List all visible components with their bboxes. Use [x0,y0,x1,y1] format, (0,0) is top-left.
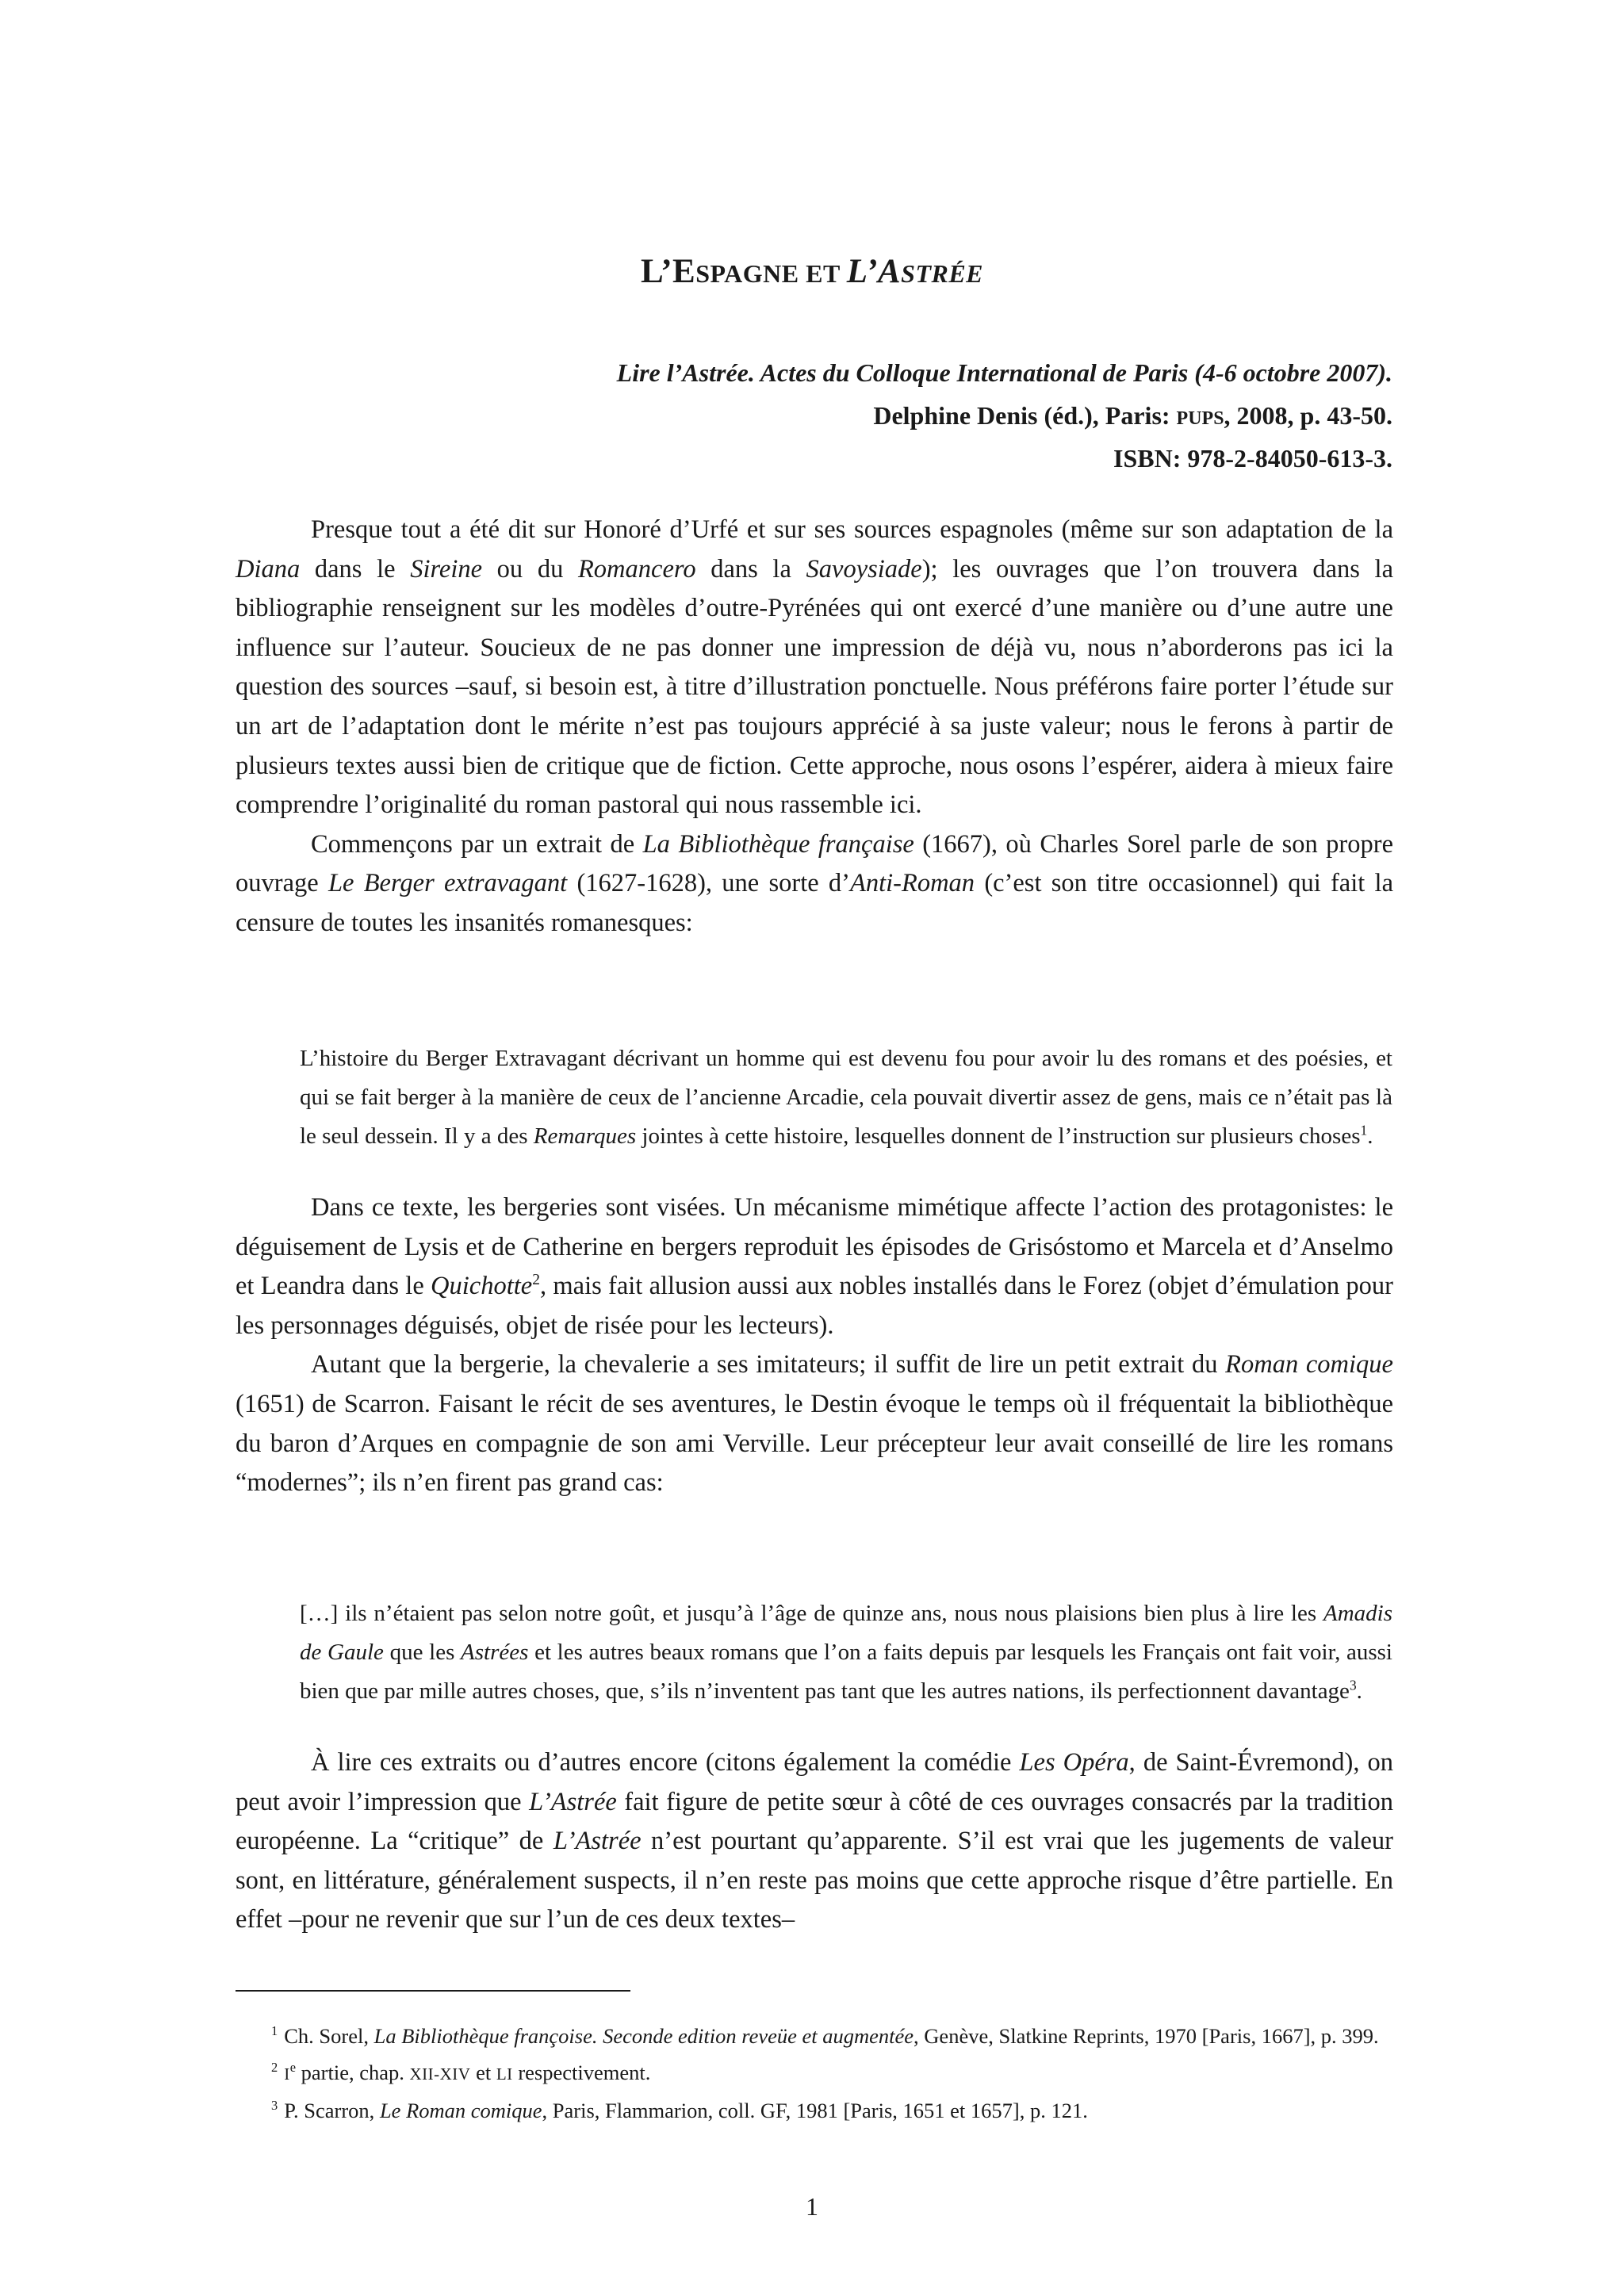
footnote-3: $^3$ P. Scarron, Le Roman comique, Paris, Flammarion, coll. GF, 1981 [Paris, 1651 et 1657], p. 121. [271,2098,1088,2122]
paragraph-4: Autant que la bergerie, la chevalerie a ses imitateurs; il suffit de lire un petit extrait du Roman comique (1651) de Scarron. Faisant le récit de ses aventures, le Destin évoque le temps où il fréquentait la bibliothèque du baron d’Arques en compagnie de son ami Verville. Leur précepteur leur avait conseillé de lire les romans “modernes”; ils n’en firent pas grand cas: [236,1350,1393,1498]
page-number: 1 [806,2192,818,2221]
reference-line-1: Lire l’Astrée. Actes du Colloque International de Paris (4-6 octobre 2007). [616,358,1392,387]
body-block-3 [236,1743,1393,1940]
footnote-separator [236,1990,630,1992]
footnote-2: $^2$ Ie partie, chap. XII-XIV et LI respectivement. [271,2060,651,2084]
footnotes [271,2018,1397,2129]
reference-line-3: ISBN: 978-2-84050-613-3. [1113,444,1392,473]
title-part1-cap: L’E [640,253,696,290]
block-quote-2: […] ils n’étaient pas selon notre goût, et jusqu’à l’âge de quinze ans, nous nous plaisions bien plus à lire les Amadis de Gaule que les Astrées et les autres beaux romans que l’on a faits depuis par lesquels les Français ont fait voir, aussi bien que par mille autres choses, que, s’ils n’inventent pas tant que les autres nations, ils perfectionnent davantage$^3$. [300,1601,1392,1704]
block-quote-1: L’histoire du Berger Extravagant décrivant un homme qui est devenu fou pour avoir lu des romans et des poésies, et qui se fait berger à la manière de ceux de l’ancienne Arcadie, cela pouvait divertir assez de gens, mais ce n’était pas là le seul dessein. Il y a des Remarques jointes à cette histoire, lesquelles donnent de l’instruction sur plusieurs choses$^1$. [300,1046,1392,1149]
paragraph-2: Commençons par un extrait de La Bibliothèque française (1667), où Charles Sorel parle de son propre ouvrage Le Berger extravagant (1627-1628), une sorte d’Anti-Roman (c’est son titre occasionnel) qui fait la censure de toutes les insanités romanesques: [236,829,1393,937]
footnote-ref-2: 2 [532,1272,540,1289]
publisher-smallcaps: PUPS [1176,408,1224,429]
paragraph-1: Presque tout a été dit sur Honoré d’Urfé et sur ses sources espagnoles (même sur son adaptation de la Diana dans le Sireine ou du Romancero dans la Savoysiade); les ouvrages que l’on trouvera dans la bibliographie renseignent sur les modèles d’outre-Pyrénées qui ont exercé d’une manière ou d’une autre une influence sur l’auteur. Soucieux de ne pas donner une impression de déjà vu, nous n’aborderons pas ici la question des sources –sauf, si besoin est, à titre d’illustration ponctuelle. Nous préférons faire porter l’étude sur un art de l’adaptation dont le mérite n’est pas toujours apprécié à sa juste valeur; nous le ferons à partir de plusieurs textes aussi bien de critique que de fiction. Cette approche, nous osons l’espérer, aidera à mieux faire comprendre l’originalité du roman pastoral qui nous rassemble ici. [236,515,1394,820]
reference-line-2: Delphine Denis (éd.), Paris: PUPS, 2008, p. 43-50. [873,401,1392,430]
title-part2-smallcaps: STRÉE [901,259,984,288]
title-part2-cap: L’A [846,253,902,290]
footnote-ref-1: 1 [1360,1122,1368,1138]
body-block-1 [236,511,1393,943]
footnote-1: $^1$ Ch. Sorel, La Bibliothèque françoise. Seconde edition reveüe et augmentée, Genève, Slatkine Reprints, 1970 [Paris, 1667], p. 399. [271,2023,1379,2048]
footnote-ref-3: 3 [1349,1677,1357,1693]
title-part1-smallcaps: SPAGNE ET [695,259,847,288]
paragraph-5: À lire ces extraits ou d’autres encore (citons également la comédie Les Opéra, de Saint-Évremond), on peut avoir l’impression que L’Astrée fait figure de petite sœur à côté de ces ouvrages consacrés par la tradition européenne. La “critique” de L’Astrée n’est pourtant qu’apparente. S’il est vrai que les jugements de valeur sont, en littérature, généralement suspects, il n’en reste pas moins que cette approche risque d’être partielle. En effet –pour ne revenir que sur l’un de ces deux textes– [236,1748,1393,1934]
article-title [0,252,1624,291]
paragraph-3: Dans ce texte, les bergeries sont visées. Un mécanisme mimétique affecte l’action des protagonistes: le déguisement de Lysis et de Catherine en bergers reproduit les épisodes de Grisóstomo et Marcela et d’Anselmo et Leandra dans le Quichotte$^2$, mais fait allusion aussi aux nobles installés dans le Forez (objet d’émulation pour les personnages déguisés, objet de risée pour les lecteurs). [236,1193,1394,1340]
body-block-2 [236,1188,1393,1503]
